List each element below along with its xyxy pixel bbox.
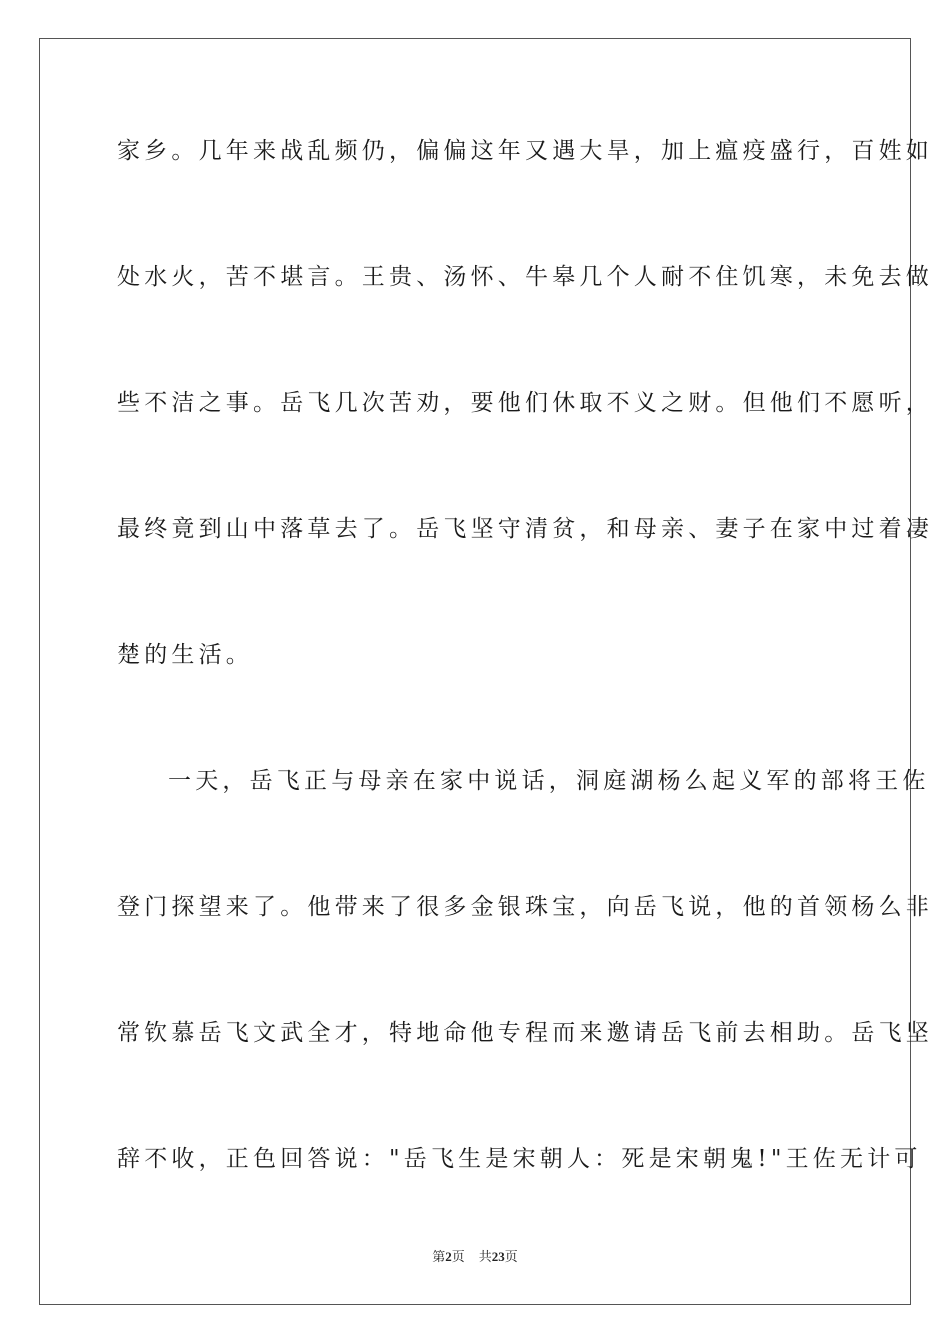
text-line: 最终竟到山中落草去了。岳飞坚守清贫，和母亲、妻子在家中过着凄 — [117, 516, 933, 542]
text-line: 楚的生活。 — [117, 642, 253, 668]
text-line-paragraph-start: 一天，岳飞正与母亲在家中说话，洞庭湖杨么起义军的部将王佐 — [168, 768, 930, 794]
total-suffix: 页 — [504, 1249, 518, 1264]
text-line: 常钦慕岳飞文武全才，特地命他专程而来邀请岳飞前去相助。岳飞坚 — [117, 1020, 933, 1046]
text-line: 登门探望来了。他带来了很多金银珠宝，向岳飞说，他的首领杨么非 — [117, 894, 933, 920]
page-footer — [0, 1247, 950, 1267]
text-line: 处水火，苦不堪言。王贵、汤怀、牛皋几个人耐不住饥寒，未免去做 — [117, 264, 933, 290]
text-line: 家乡。几年来战乱频仍，偏偏这年又遇大旱，加上瘟疫盛行，百姓如 — [117, 138, 933, 164]
text-line: 些不洁之事。岳飞几次苦劝，要他们休取不义之财。但他们不愿听， — [117, 390, 933, 416]
document-body — [117, 128, 933, 1262]
page-number: 2 — [445, 1249, 452, 1264]
text-line: 辞不收，正色回答说："岳飞生是宋朝人：死是宋朝鬼!"王佐无计可 — [117, 1146, 922, 1172]
page-prefix: 第 — [432, 1249, 446, 1264]
total-pages: 23 — [491, 1249, 505, 1264]
page-suffix: 页 — [451, 1249, 465, 1264]
total-prefix: 共 — [478, 1249, 492, 1264]
